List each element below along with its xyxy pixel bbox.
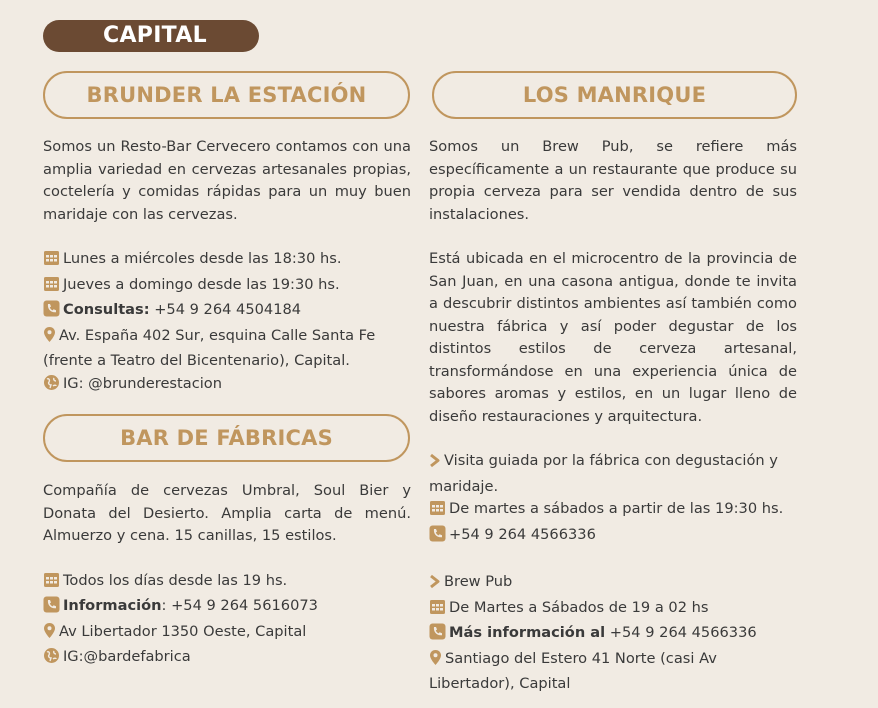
manrique-section [429, 136, 797, 696]
bar-fabricas-address [43, 621, 411, 647]
manrique-tour-text: Visita guiada por la fábrica con degustación y maridaje. [429, 452, 778, 495]
brunder-phone-label: Consultas: [63, 301, 150, 318]
manrique-address [429, 648, 797, 696]
bar-fabricas-phone-label: Información [63, 597, 162, 614]
manrique-pub-phone [429, 622, 797, 648]
bar-fabricas-phone [43, 595, 411, 621]
brunder-schedule-2 [43, 274, 411, 300]
bar-fabricas-phone-number: : +54 9 264 5616073 [161, 597, 318, 614]
manrique-description-2: Está ubicada en el microcentro de la provincia de San Juan, en una casona antigua, donde te invita a descubrir distintos ambientes así también como nuestra fábrica y así poder degustar de los distintos estilos de cerveza artesanal, transformándose en una experiencia única de sabores aromas y estilos, en un lugar lleno de diseño restauraciones y arquitectura. [429, 250, 797, 425]
manrique-title: LOS MANRIQUE [432, 71, 797, 119]
phone-icon [429, 623, 446, 648]
globe-icon [43, 647, 60, 672]
manrique-pub [429, 571, 797, 597]
brunder-address-text: Av. España 402 Sur, esquina Calle Santa Fe (frente a Teatro del Bicentenario), Capital. [43, 326, 376, 369]
location-pin-icon [43, 622, 56, 647]
brunder-schedule-1 [43, 248, 411, 274]
manrique-tour-schedule-text: De martes a sábados a partir de las 19:30 hs. [449, 500, 784, 517]
brunder-phone [43, 299, 411, 325]
brunder-schedule-1-text: Lunes a miércoles desde las 18:30 hs. [63, 250, 342, 267]
chevron-right-icon [429, 574, 441, 597]
bar-fabricas-schedule-text: Todos los días desde las 19 hs. [63, 571, 288, 589]
brunder-address [43, 325, 411, 373]
manrique-pub-schedule-text: De Martes a Sábados de 19 a 02 hs [449, 598, 709, 616]
manrique-tour [429, 450, 797, 498]
manrique-pub-text: Brew Pub [444, 573, 513, 590]
calendar-icon [429, 598, 446, 623]
calendar-icon [429, 499, 446, 524]
brunder-section [43, 136, 411, 398]
brunder-instagram [43, 373, 411, 399]
bar-fabricas-address-text: Av Libertador 1350 Oeste, Capital [59, 622, 307, 640]
bar-fabricas-title: BAR DE FÁBRICAS [43, 414, 410, 462]
chevron-right-icon [429, 453, 441, 476]
manrique-pub-phone-number: +54 9 264 4566336 [605, 624, 757, 641]
location-pin-icon [43, 326, 56, 351]
manrique-pub-phone-label: Más información al [449, 624, 606, 641]
phone-icon [43, 300, 60, 325]
location-pin-icon [429, 649, 442, 674]
bar-fabricas-description: Compañía de cervezas Umbral, Soul Bier y Donata del Desierto. Amplia carta de menú. Almuerzo y cena. 15 canillas, 15 estilos. [43, 482, 411, 544]
manrique-tour-schedule [429, 498, 797, 524]
region-badge: CAPITAL [43, 20, 259, 52]
calendar-icon [43, 249, 60, 274]
bar-fabricas-section [43, 480, 411, 672]
bar-fabricas-instagram [43, 646, 411, 672]
calendar-icon [43, 275, 60, 300]
brunder-phone-number: +54 9 264 4504184 [149, 301, 302, 318]
brunder-schedule-2-text: Jueves a domingo desde las 19:30 hs. [63, 275, 340, 293]
calendar-icon [43, 571, 60, 596]
manrique-address-text: Santiago del Estero 41 Norte (casi Av Libertador), Capital [429, 649, 717, 692]
bar-fabricas-schedule [43, 570, 411, 596]
brunder-instagram-text: IG: @brunderestacion [63, 374, 222, 392]
brunder-title: BRUNDER LA ESTACIÓN [43, 71, 410, 119]
phone-icon [43, 596, 60, 621]
globe-icon [43, 374, 60, 399]
manrique-pub-schedule [429, 597, 797, 623]
brunder-description: Somos un Resto-Bar Cervecero contamos con una amplia variedad en cervezas artesanales propias, coctelería y comidas rápidas para un muy buen maridaje con las cervezas. [43, 138, 411, 223]
manrique-tour-phone [429, 524, 797, 550]
manrique-tour-phone-text: +54 9 264 4566336 [449, 525, 596, 543]
manrique-description-1: Somos un Brew Pub, se refiere más específicamente a un restaurante que produce su propia cerveza para ser vendida dentro de sus instalaciones. [429, 138, 797, 223]
bar-fabricas-instagram-text: IG:@bardefabrica [63, 648, 191, 665]
phone-icon [429, 525, 446, 550]
